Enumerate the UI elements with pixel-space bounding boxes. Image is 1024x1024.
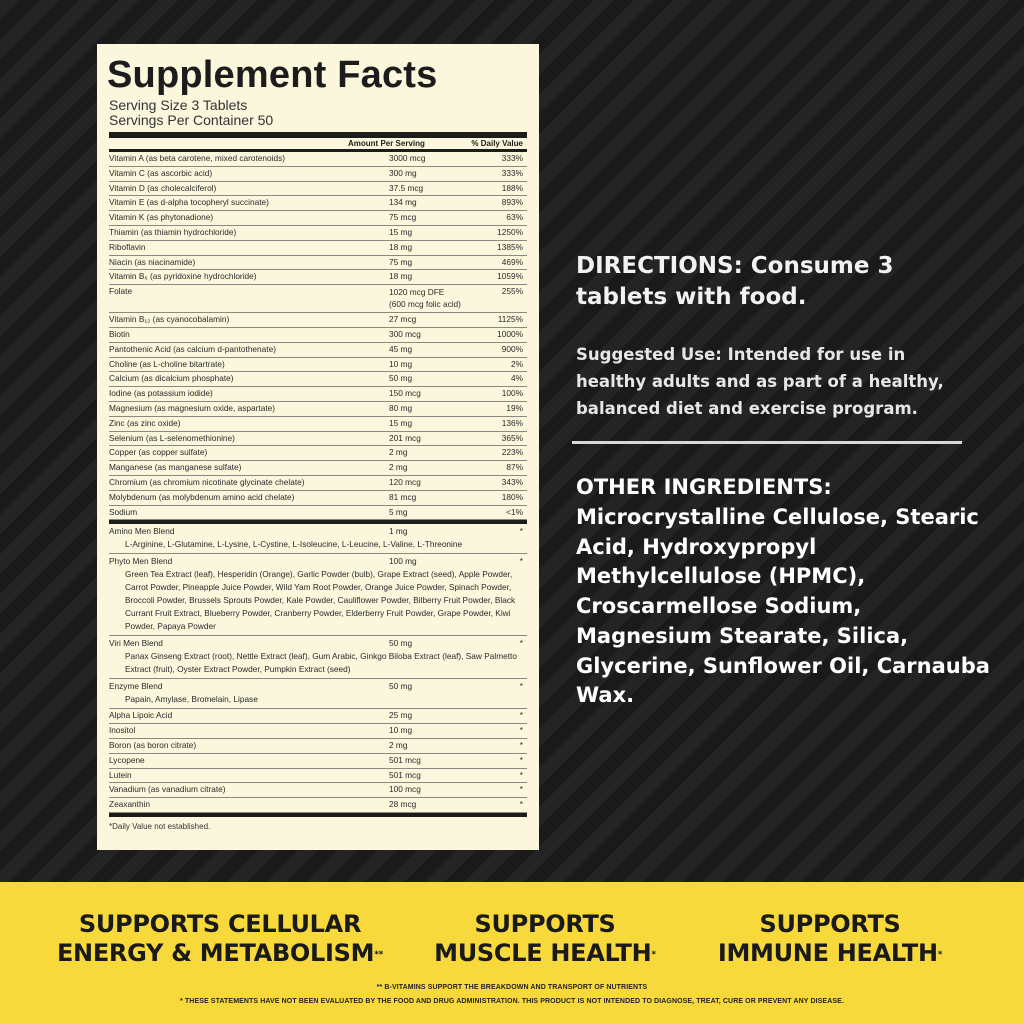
nutrient-amount: 150 mcg (389, 388, 421, 399)
nutrient-name: Copper (as copper sulfate) (109, 447, 208, 458)
blend-row (109, 636, 527, 679)
claim2-line2: MUSCLE HEALTH (434, 939, 652, 967)
nutrient-amount: 5 mg (389, 506, 408, 517)
nutrient-dv: 188% (501, 182, 523, 193)
nutrient-row (109, 372, 527, 387)
nutrient-amount: 300 mcg (389, 328, 421, 339)
nutrient-row (109, 476, 527, 491)
nutrient-amount: 10 mg (389, 725, 413, 736)
nutrient-dv: 1385% (497, 241, 523, 252)
suggested-use-text: Suggested Use: Intended for use in healthy adults and as part of a healthy, balanced diet and exercise program. (576, 345, 944, 418)
nutrient-name: Boron (as boron citrate) (109, 739, 197, 750)
nutrient-dv: 180% (501, 491, 523, 502)
claim3-mark: * (937, 950, 943, 960)
nutrient-row (109, 241, 527, 256)
claim-muscle-health (420, 910, 670, 968)
nutrient-row (109, 256, 527, 271)
nutrient-amount: 15 mg (389, 226, 413, 237)
blend-ingredients: L-Arginine, L-Glutamine, L-Lysine, L-Cystine, L-Isoleucine, L-Leucine, L-Valine, L-Threonine (125, 539, 463, 550)
nutrient-name: Zeaxanthin (109, 799, 151, 810)
claim3-line1: SUPPORTS (759, 910, 901, 938)
blend-header (109, 525, 527, 538)
label-title: Supplement Facts (107, 54, 438, 96)
nutrient-row (109, 724, 527, 739)
nutrient-dv: 365% (501, 432, 523, 443)
nutrient-row (109, 783, 527, 798)
nutrient-dv: 469% (501, 256, 523, 267)
nutrient-name: Niacin (as niacinamide) (109, 256, 196, 267)
nutrient-row (109, 152, 527, 167)
nutrient-name: Lycopene (109, 754, 145, 765)
label-divider-bottom (109, 813, 527, 817)
blend-list (109, 524, 527, 709)
nutrient-row (109, 313, 527, 328)
nutrient-name: Vitamin E (as d-alpha tocopheryl succinate) (109, 197, 269, 208)
nutrient-dv: 1250% (497, 226, 523, 237)
nutrient-row (109, 798, 527, 813)
claim1-line1: SUPPORTS CELLULAR (78, 910, 362, 938)
nutrient-row (109, 491, 527, 506)
nutrient-row (109, 343, 527, 358)
claim3-line2: IMMUNE HEALTH (717, 939, 938, 967)
serving-size: Serving Size 3 Tablets (109, 97, 248, 113)
nutrient-dv: 63% (506, 212, 523, 223)
claim1-line2: ENERGY & METABOLISM (56, 939, 375, 967)
blend-row (109, 524, 527, 554)
blend-amount: 100 mg (389, 556, 417, 567)
nutrient-row (109, 402, 527, 417)
supplement-facts-label (97, 44, 539, 850)
nutrient-name: Vitamin A (as beta carotene, mixed carotenoids) (109, 153, 286, 163)
nutrient-amount: 37.5 mcg (389, 182, 424, 193)
nutrient-name: Chromium (as chromium nicotinate glycinate chelate) (109, 476, 305, 487)
nutrient-row (109, 328, 527, 343)
nutrient-dv: * (519, 725, 523, 736)
nutrient-amount: 201 mcg (389, 432, 421, 443)
nutrient-dv: 893% (501, 197, 523, 208)
claim1-line2-wrap (30, 939, 410, 968)
nutrient-dv: 1059% (497, 271, 523, 282)
nutrient-dv: 1000% (497, 328, 523, 339)
nutrient-amount: 18 mg (389, 241, 413, 252)
nutrient-dv: * (519, 710, 523, 721)
blend-name: Viri Men Blend (109, 638, 163, 649)
blend-row (109, 679, 527, 709)
nutrient-amount: 3000 mcg (389, 153, 426, 163)
nutrient-dv: 19% (506, 402, 523, 413)
nutrient-name: Selenium (as L-selenomethionine) (109, 432, 235, 443)
other-ingredients-list: Microcrystalline Cellulose, Stearic Acid, Hydroxypropyl Methylcellulose (HPMC), Croscarmellose Sodium, Magnesium Stearate, Silica, Glycerine, Sunflower Oil, Carnauba Wax. (576, 505, 990, 708)
blend-ingredients: Green Tea Extract (leaf), Hesperidin (Orange), Garlic Powder (bulb), Grape Extract (seed), Apple Powder, Carrot Powder, Pineapple Juice Powder, Wild Yam Root Powder, Orange Juice Powder, Spinach Powder, Broccoli Powder, Brussels Sprouts Powder, Kale Powder, Cauliflower Powder, Bilberry Fruit Powder, Black Currant Fruit Extract, Blueberry Powder, Cranberry Powder, Elderberry Fruit Powder, Grape Powder, Kiwi Powder, Papaya Powder (125, 569, 516, 632)
nutrient-list (109, 152, 527, 520)
nutrient-row (109, 446, 527, 461)
nutrient-dv: 255% (501, 286, 523, 297)
blend-name: Amino Men Blend (109, 526, 175, 537)
nutrient-dv: 900% (501, 343, 523, 354)
nutrient-amount: 2 mg (389, 739, 408, 750)
blend-name: Enzyme Blend (109, 681, 163, 692)
nutrient-name: Calcium (as dicalcium phosphate) (109, 373, 234, 384)
nutrient-row (109, 417, 527, 432)
nutrient-amount: 15 mg (389, 417, 413, 428)
nutrient-amount: 1020 mcg DFE (600 mcg folic acid) (389, 287, 461, 310)
nutrient-name: Riboflavin (109, 241, 146, 252)
column-header (109, 138, 527, 152)
nutrient-row (109, 167, 527, 182)
nutrient-dv: 333% (501, 153, 523, 163)
nutrient-name: Sodium (109, 506, 138, 517)
nutrient-name: Pantothenic Acid (as calcium d-pantothenate) (109, 343, 276, 354)
nutrient-dv: 223% (501, 447, 523, 458)
nutrient-dv: <1% (506, 506, 523, 517)
nutrient-row (109, 211, 527, 226)
nutrient-name: Biotin (109, 328, 130, 339)
nutrient-dv: 343% (501, 476, 523, 487)
nutrient-name: Vitamin B₆ (as pyridoxine hydrochloride) (109, 271, 257, 282)
nutrient-row (109, 461, 527, 476)
nutrient-name: Choline (as L-choline bitartrate) (109, 358, 225, 369)
section-divider (572, 441, 962, 444)
nutrient-name: Vanadium (as vanadium citrate) (109, 784, 226, 795)
nutrient-name: Inositol (109, 725, 136, 736)
nutrient-name: Iodine (as potassium iodide) (109, 388, 213, 399)
blend-ingredients: Panax Ginseng Extract (root), Nettle Extract (leaf), Gum Arabic, Ginkgo Biloba Extract (leaf), Saw Palmetto Extract (fruit), Oyster Extract Powder, Pumpkin Extract (seed) (125, 651, 517, 675)
nutrient-name: Magnesium (as magnesium oxide, aspartate) (109, 402, 276, 413)
col-dv-header: % Daily Value (471, 139, 523, 148)
nutrient-dv: * (519, 754, 523, 765)
blend-amount: 1 mg (389, 526, 408, 537)
nutrient-row (109, 506, 527, 521)
blend-row (109, 554, 527, 636)
nutrient-amount: 45 mg (389, 343, 413, 354)
nutrient-row (109, 182, 527, 197)
nutrient-name: Molybdenum (as molybdenum amino acid chelate) (109, 491, 295, 502)
nutrient-amount: 25 mg (389, 710, 413, 721)
nutrient-dv: 1125% (497, 314, 523, 325)
nutrient-dv: 100% (501, 388, 523, 399)
nutrient-name: Vitamin D (as cholecalciferol) (109, 182, 217, 193)
col-amount-header: Amount Per Serving (348, 139, 425, 148)
nutrient-amount: 75 mcg (389, 212, 417, 223)
nutrient-row (109, 739, 527, 754)
claim2-line1: SUPPORTS (474, 910, 616, 938)
nutrient-row (109, 754, 527, 769)
nutrient-amount: 501 mcg (389, 754, 421, 765)
nutrient-name: Manganese (as manganese sulfate) (109, 462, 242, 473)
blend-amount: 50 mg (389, 638, 413, 649)
nutrient-dv: 87% (506, 462, 523, 473)
nutrient-amount: 2 mg (389, 462, 408, 473)
blend-dv: * (519, 526, 523, 537)
nutrient-amount: 10 mg (389, 358, 413, 369)
nutrient-amount: 134 mg (389, 197, 417, 208)
nutrient-name: Vitamin B₁₂ (as cyanocobalamin) (109, 314, 230, 325)
nutrient-name: Vitamin K (as phytonadione) (109, 212, 214, 223)
nutrient-amount: 300 mg (389, 167, 417, 178)
claims-banner (0, 882, 1024, 1024)
nutrient-row (109, 769, 527, 784)
blend-name: Phyto Men Blend (109, 556, 173, 567)
nutrient-dv: 2% (511, 358, 523, 369)
blend-header (109, 637, 527, 650)
nutrient-row (109, 387, 527, 402)
nutrient-dv: 333% (501, 167, 523, 178)
nutrient-amount: 75 mg (389, 256, 413, 267)
blend-ingredients: Papain, Amylase, Bromelain, Lipase (125, 694, 258, 705)
claim-immune-health (690, 910, 970, 968)
banner-footnote-fda: * THESE STATEMENTS HAVE NOT BEEN EVALUATED BY THE FOOD AND DRUG ADMINISTRATION. THIS PRODUCT IS NOT INTENDED TO DIAGNOSE, TREAT, CURE OR PREVENT ANY DISEASE. (180, 998, 844, 1005)
nutrient-dv: * (519, 784, 523, 795)
nutrient-amount: 501 mcg (389, 769, 421, 780)
nutrient-name: Vitamin C (as ascorbic acid) (109, 167, 213, 178)
nutrient-row (109, 432, 527, 447)
nutrient-amount: 120 mcg (389, 476, 421, 487)
nutrient-dv: * (519, 739, 523, 750)
nutrient-row (109, 285, 527, 313)
nutrient-amount: 28 mcg (389, 799, 417, 810)
claim2-line2-wrap (420, 939, 670, 968)
nutrient-dv: * (519, 799, 523, 810)
nutrient-name: Thiamin (as thiamin hydrochloride) (109, 226, 237, 237)
nutrient-row (109, 270, 527, 285)
claim1-mark: ** (374, 950, 384, 960)
blend-dv: * (519, 681, 523, 692)
nutrient-amount: 100 mcg (389, 784, 421, 795)
other-nutrient-list (109, 709, 527, 813)
nutrient-name: Lutein (109, 769, 132, 780)
nutrient-dv: * (519, 769, 523, 780)
nutrient-row (109, 196, 527, 211)
claim3-line2-wrap (690, 939, 970, 968)
nutrient-name: Zinc (as zinc oxide) (109, 417, 181, 428)
label-footnote: *Daily Value not established. (109, 821, 211, 831)
nutrient-amount: 80 mg (389, 402, 413, 413)
nutrient-amount: 2 mg (389, 447, 408, 458)
banner-footnote-vitamins: ** B-VITAMINS SUPPORT THE BREAKDOWN AND TRANSPORT OF NUTRIENTS (376, 984, 648, 991)
claim-cellular-energy (30, 910, 410, 968)
nutrient-dv: 136% (501, 417, 523, 428)
other-ingredients-title: OTHER INGREDIENTS: (576, 475, 832, 499)
blend-header (109, 680, 527, 693)
blend-header (109, 555, 527, 568)
blend-amount: 50 mg (389, 681, 413, 692)
nutrient-amount: 18 mg (389, 271, 413, 282)
nutrient-amount: 50 mg (389, 373, 413, 384)
nutrient-name: Alpha Lipoic Acid (109, 710, 173, 721)
nutrient-row (109, 358, 527, 373)
blend-dv: * (519, 638, 523, 649)
nutrient-row (109, 226, 527, 241)
nutrient-row (109, 709, 527, 724)
claim2-mark: * (651, 950, 656, 960)
directions-text: DIRECTIONS: Consume 3 tablets with food. (576, 253, 894, 310)
nutrient-name: Folate (109, 286, 133, 297)
nutrient-dv: 4% (511, 373, 523, 384)
nutrient-amount: 81 mcg (389, 491, 417, 502)
servings-per-container: Servings Per Container 50 (109, 112, 274, 128)
nutrient-amount: 27 mcg (389, 314, 417, 325)
blend-dv: * (519, 556, 523, 567)
